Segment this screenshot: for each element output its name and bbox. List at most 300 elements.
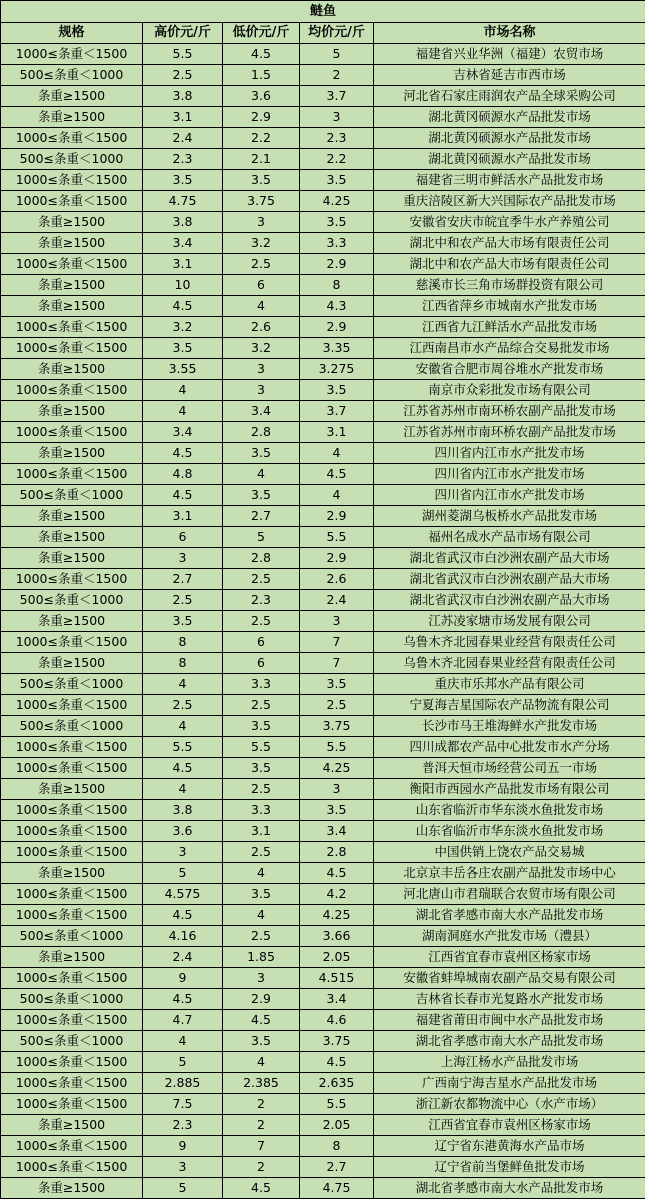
cell-market-name: 湖北省武汉市白沙洲农副产品大市场 [374,590,645,611]
cell-market-name: 南京市众彩批发市场有限公司 [374,380,645,401]
cell-avg-price: 3.4 [300,989,374,1010]
cell-low-price: 3.3 [223,800,300,821]
cell-high-price: 4.7 [143,1010,223,1031]
cell-market-name: 江西省萍乡市城南水产批发市场 [374,296,645,317]
cell-low-price: 6 [223,653,300,674]
cell-high-price: 4.16 [143,926,223,947]
cell-high-price: 3.1 [143,107,223,128]
cell-avg-price: 3.5 [300,800,374,821]
cell-low-price: 2.9 [223,107,300,128]
cell-spec: 条重≥1500 [1,296,143,317]
cell-high-price: 3.4 [143,233,223,254]
cell-avg-price: 3.5 [300,170,374,191]
cell-low-price: 3.6 [223,86,300,107]
cell-low-price: 2.5 [223,779,300,800]
table-row [1,317,645,338]
cell-low-price: 4 [223,1052,300,1073]
cell-high-price: 5.5 [143,44,223,65]
cell-avg-price: 2.635 [300,1073,374,1094]
cell-high-price: 3.8 [143,800,223,821]
cell-spec: 500≤条重＜1000 [1,989,143,1010]
cell-market-name: 湖北省孝感市南大水产品批发市场 [374,905,645,926]
cell-spec: 500≤条重＜1000 [1,1031,143,1052]
cell-low-price: 3.5 [223,884,300,905]
cell-avg-price: 4.2 [300,884,374,905]
table-row [1,674,645,695]
cell-spec: 条重≥1500 [1,443,143,464]
cell-spec: 500≤条重＜1000 [1,65,143,86]
table-row [1,905,645,926]
table-row [1,443,645,464]
cell-spec: 条重≥1500 [1,611,143,632]
cell-market-name: 江西南昌市水产品综合交易批发市场 [374,338,645,359]
cell-spec: 1000≤条重＜1500 [1,170,143,191]
cell-avg-price: 4.515 [300,968,374,989]
cell-high-price: 4.5 [143,905,223,926]
cell-spec: 条重≥1500 [1,527,143,548]
cell-low-price: 4.5 [223,44,300,65]
cell-market-name: 四川省内江市水产批发市场 [374,443,645,464]
cell-market-name: 湖州菱湖乌板桥水产品批发市场 [374,506,645,527]
cell-market-name: 湖北省武汉市白沙洲农副产品大市场 [374,548,645,569]
cell-avg-price: 3.7 [300,401,374,422]
table-row [1,737,645,758]
cell-low-price: 3.2 [223,233,300,254]
cell-low-price: 3 [223,359,300,380]
cell-avg-price: 5.5 [300,1094,374,1115]
cell-market-name: 江西省宜春市袁州区杨家市场 [374,1115,645,1136]
cell-low-price: 2.7 [223,506,300,527]
cell-low-price: 2 [223,1157,300,1178]
cell-avg-price: 3 [300,611,374,632]
cell-spec: 条重≥1500 [1,863,143,884]
cell-spec: 条重≥1500 [1,653,143,674]
header-row [1,23,645,44]
table-row [1,380,645,401]
cell-market-name: 湖北黄冈硕源水产品批发市场 [374,149,645,170]
cell-high-price: 4 [143,779,223,800]
cell-spec: 条重≥1500 [1,212,143,233]
cell-avg-price: 2 [300,65,374,86]
cell-low-price: 3 [223,380,300,401]
table-row [1,653,645,674]
cell-high-price: 9 [143,968,223,989]
cell-high-price: 2.3 [143,1115,223,1136]
table-row [1,926,645,947]
cell-spec: 1000≤条重＜1500 [1,191,143,212]
cell-market-name: 浙江新农都物流中心（水产市场） [374,1094,645,1115]
cell-high-price: 4.5 [143,443,223,464]
cell-low-price: 3.4 [223,401,300,422]
cell-low-price: 2 [223,1094,300,1115]
table-row [1,716,645,737]
table-row [1,611,645,632]
table-row [1,233,645,254]
cell-market-name: 乌鲁木齐北园春果业经营有限责任公司 [374,632,645,653]
header-high-price: 高价元/斤 [143,23,223,44]
table-row [1,1136,645,1157]
table-row [1,989,645,1010]
cell-market-name: 吉林省长春市光复路水产批发市场 [374,989,645,1010]
cell-spec: 1000≤条重＜1500 [1,464,143,485]
cell-spec: 1000≤条重＜1500 [1,1136,143,1157]
cell-spec: 1000≤条重＜1500 [1,800,143,821]
cell-high-price: 3.1 [143,254,223,275]
cell-low-price: 5 [223,527,300,548]
table-row [1,632,645,653]
cell-market-name: 安徽省安庆市皖宜季牛水产养殖公司 [374,212,645,233]
cell-market-name: 湖北黄冈硕源水产品批发市场 [374,107,645,128]
cell-high-price: 5 [143,1052,223,1073]
cell-spec: 500≤条重＜1000 [1,716,143,737]
cell-low-price: 6 [223,632,300,653]
cell-high-price: 4.5 [143,989,223,1010]
cell-high-price: 7.5 [143,1094,223,1115]
cell-low-price: 2.385 [223,1073,300,1094]
cell-high-price: 3.8 [143,212,223,233]
cell-avg-price: 4.3 [300,296,374,317]
cell-avg-price: 3.3 [300,233,374,254]
cell-low-price: 4 [223,863,300,884]
cell-market-name: 乌鲁木齐北园春果业经营有限责任公司 [374,653,645,674]
cell-high-price: 2.5 [143,695,223,716]
cell-high-price: 3 [143,842,223,863]
cell-spec: 1000≤条重＜1500 [1,632,143,653]
cell-low-price: 7 [223,1136,300,1157]
cell-spec: 条重≥1500 [1,86,143,107]
cell-spec: 条重≥1500 [1,359,143,380]
cell-market-name: 辽宁省东港黄海水产品市场 [374,1136,645,1157]
table-row [1,464,645,485]
cell-high-price: 3.5 [143,338,223,359]
cell-low-price: 3.5 [223,170,300,191]
table-row [1,590,645,611]
cell-market-name: 山东省临沂市华东淡水鱼批发市场 [374,800,645,821]
cell-high-price: 2.4 [143,128,223,149]
cell-low-price: 4 [223,905,300,926]
cell-avg-price: 7 [300,632,374,653]
cell-high-price: 3.55 [143,359,223,380]
cell-spec: 1000≤条重＜1500 [1,1010,143,1031]
cell-high-price: 3.4 [143,422,223,443]
cell-high-price: 4 [143,716,223,737]
cell-market-name: 福建省三明市鲜活水产品批发市场 [374,170,645,191]
cell-avg-price: 2.6 [300,569,374,590]
cell-high-price: 4 [143,401,223,422]
table-row [1,275,645,296]
cell-avg-price: 3.1 [300,422,374,443]
cell-high-price: 2.4 [143,947,223,968]
cell-market-name: 慈溪市长三角市场群投资有限公司 [374,275,645,296]
table-row [1,191,645,212]
cell-avg-price: 3 [300,779,374,800]
cell-high-price: 4 [143,1031,223,1052]
cell-low-price: 3 [223,968,300,989]
cell-avg-price: 3.4 [300,821,374,842]
cell-spec: 1000≤条重＜1500 [1,128,143,149]
cell-spec: 1000≤条重＜1500 [1,1052,143,1073]
cell-spec: 1000≤条重＜1500 [1,758,143,779]
cell-high-price: 4.75 [143,191,223,212]
cell-spec: 1000≤条重＜1500 [1,1094,143,1115]
table-row [1,947,645,968]
table-row [1,821,645,842]
cell-avg-price: 2.2 [300,149,374,170]
cell-market-name: 湖北省孝感市南大水产品批发市场 [374,1031,645,1052]
cell-low-price: 4.5 [223,1178,300,1199]
cell-avg-price: 3.66 [300,926,374,947]
title-row [1,1,645,23]
cell-avg-price: 3.5 [300,212,374,233]
table-row [1,800,645,821]
cell-spec: 1000≤条重＜1500 [1,884,143,905]
cell-market-name: 江苏省苏州市南环桥农副产品批发市场 [374,401,645,422]
cell-low-price: 1.5 [223,65,300,86]
cell-high-price: 4.575 [143,884,223,905]
cell-market-name: 湖南洞庭水产批发市场（澧县） [374,926,645,947]
cell-avg-price: 4.25 [300,905,374,926]
cell-spec: 条重≥1500 [1,233,143,254]
cell-market-name: 湖北省武汉市白沙洲农副产品大市场 [374,569,645,590]
cell-market-name: 山东省临沂市华东淡水鱼批发市场 [374,821,645,842]
cell-low-price: 2.6 [223,317,300,338]
cell-low-price: 3.75 [223,191,300,212]
table-row [1,359,645,380]
cell-spec: 1000≤条重＜1500 [1,422,143,443]
cell-market-name: 河北唐山市君瑞联合农贸市场有限公司 [374,884,645,905]
table-row [1,1010,645,1031]
table-row [1,527,645,548]
cell-spec: 1000≤条重＜1500 [1,695,143,716]
table-row [1,506,645,527]
table-row [1,86,645,107]
cell-high-price: 2.3 [143,149,223,170]
cell-market-name: 江苏凌家塘市场发展有限公司 [374,611,645,632]
cell-spec: 1000≤条重＜1500 [1,968,143,989]
cell-low-price: 3.2 [223,338,300,359]
cell-low-price: 3.5 [223,443,300,464]
table-row [1,485,645,506]
cell-market-name: 安徽省合肥市周谷堆水产批发市场 [374,359,645,380]
table-row [1,1031,645,1052]
cell-avg-price: 3.75 [300,1031,374,1052]
cell-low-price: 2.1 [223,149,300,170]
cell-market-name: 宁夏海吉星国际农产品物流有限公司 [374,695,645,716]
cell-high-price: 3.5 [143,170,223,191]
cell-market-name: 湖北黄冈硕源水产品批发市场 [374,128,645,149]
table-row [1,65,645,86]
cell-market-name: 中国供销上饶农产品交易城 [374,842,645,863]
cell-avg-price: 2.9 [300,254,374,275]
cell-avg-price: 4.25 [300,191,374,212]
table-row [1,107,645,128]
cell-low-price: 2.8 [223,422,300,443]
cell-avg-price: 2.4 [300,590,374,611]
cell-market-name: 四川省内江市水产批发市场 [374,485,645,506]
table-row [1,1073,645,1094]
cell-spec: 1000≤条重＜1500 [1,842,143,863]
table-row [1,149,645,170]
cell-avg-price: 3.5 [300,380,374,401]
table-row [1,968,645,989]
cell-avg-price: 4.75 [300,1178,374,1199]
cell-avg-price: 4.5 [300,1052,374,1073]
cell-low-price: 2 [223,1115,300,1136]
header-spec: 规格 [1,23,143,44]
header-low-price: 低价元/斤 [223,23,300,44]
cell-low-price: 3 [223,212,300,233]
cell-spec: 1000≤条重＜1500 [1,569,143,590]
cell-market-name: 四川成都农产品中心批发市水产分场 [374,737,645,758]
cell-avg-price: 4 [300,443,374,464]
cell-high-price: 4.8 [143,464,223,485]
cell-avg-price: 5.5 [300,527,374,548]
table-row [1,254,645,275]
cell-spec: 1000≤条重＜1500 [1,44,143,65]
cell-market-name: 江苏省苏州市南环桥农副产品批发市场 [374,422,645,443]
cell-spec: 条重≥1500 [1,107,143,128]
cell-market-name: 安徽省蚌埠城南农副产品交易有限公司 [374,968,645,989]
cell-high-price: 5.5 [143,737,223,758]
table-row [1,779,645,800]
table-row [1,758,645,779]
cell-spec: 500≤条重＜1000 [1,149,143,170]
cell-market-name: 北京京丰岳各庄农副产品批发市场中心 [374,863,645,884]
cell-low-price: 5.5 [223,737,300,758]
cell-high-price: 4.5 [143,485,223,506]
cell-low-price: 2.3 [223,590,300,611]
cell-spec: 500≤条重＜1000 [1,485,143,506]
cell-market-name: 江西省宜春市袁州区杨家市场 [374,947,645,968]
cell-avg-price: 2.3 [300,128,374,149]
cell-avg-price: 4.5 [300,464,374,485]
cell-spec: 1000≤条重＜1500 [1,821,143,842]
cell-avg-price: 3 [300,107,374,128]
cell-market-name: 上海江杨水产品批发市场 [374,1052,645,1073]
cell-market-name: 福建省兴业华洲（福建）农贸市场 [374,44,645,65]
cell-high-price: 2.7 [143,569,223,590]
cell-avg-price: 2.7 [300,1157,374,1178]
cell-avg-price: 2.8 [300,842,374,863]
cell-spec: 1000≤条重＜1500 [1,905,143,926]
cell-market-name: 湖北省孝感市南大水产品批发市场 [374,1178,645,1199]
cell-low-price: 3.5 [223,758,300,779]
cell-low-price: 2.2 [223,128,300,149]
cell-spec: 条重≥1500 [1,947,143,968]
table-row [1,170,645,191]
cell-low-price: 1.85 [223,947,300,968]
cell-high-price: 4.5 [143,296,223,317]
cell-market-name: 普洱天恒市场经营公司五一市场 [374,758,645,779]
cell-spec: 1000≤条重＜1500 [1,1157,143,1178]
table-row [1,1052,645,1073]
cell-market-name: 衡阳市西园水产品批发市场有限公司 [374,779,645,800]
cell-market-name: 重庆涪陵区新大兴国际农产品批发市场 [374,191,645,212]
table-row [1,422,645,443]
table-row [1,842,645,863]
cell-avg-price: 7 [300,653,374,674]
cell-high-price: 3 [143,548,223,569]
cell-spec: 条重≥1500 [1,275,143,296]
cell-low-price: 2.5 [223,611,300,632]
cell-avg-price: 8 [300,1136,374,1157]
table-row [1,695,645,716]
cell-spec: 1000≤条重＜1500 [1,317,143,338]
cell-market-name: 湖北中和农产品大市场有限责任公司 [374,254,645,275]
cell-low-price: 2.5 [223,254,300,275]
cell-high-price: 3 [143,1157,223,1178]
cell-high-price: 2.885 [143,1073,223,1094]
cell-low-price: 6 [223,275,300,296]
cell-high-price: 5 [143,1178,223,1199]
cell-market-name: 重庆市乐邦水产品有限公司 [374,674,645,695]
cell-spec: 条重≥1500 [1,506,143,527]
table-row [1,338,645,359]
cell-spec: 条重≥1500 [1,548,143,569]
cell-high-price: 4 [143,674,223,695]
cell-high-price: 3.2 [143,317,223,338]
cell-avg-price: 3.7 [300,86,374,107]
table-row [1,128,645,149]
cell-avg-price: 3.35 [300,338,374,359]
cell-spec: 条重≥1500 [1,1115,143,1136]
cell-low-price: 3.5 [223,485,300,506]
cell-market-name: 吉林省延吉市西市场 [374,65,645,86]
table-row [1,1178,645,1199]
cell-spec: 500≤条重＜1000 [1,590,143,611]
table-row [1,863,645,884]
cell-market-name: 长沙市马王堆海鲜水产批发市场 [374,716,645,737]
cell-avg-price: 3.275 [300,359,374,380]
cell-avg-price: 2.9 [300,506,374,527]
cell-avg-price: 2.05 [300,1115,374,1136]
cell-high-price: 5 [143,863,223,884]
table-row [1,884,645,905]
cell-high-price: 3.6 [143,821,223,842]
cell-market-name: 福建省莆田市闽中水产品批发市场 [374,1010,645,1031]
cell-low-price: 3.5 [223,1031,300,1052]
table-row [1,296,645,317]
cell-avg-price: 3.75 [300,716,374,737]
cell-low-price: 2.5 [223,842,300,863]
cell-spec: 1000≤条重＜1500 [1,380,143,401]
header-market-name: 市场名称 [374,23,645,44]
cell-market-name: 四川省内江市水产批发市场 [374,464,645,485]
cell-low-price: 2.5 [223,569,300,590]
table-row [1,401,645,422]
cell-market-name: 湖北中和农产品大市场有限责任公司 [374,233,645,254]
cell-low-price: 2.9 [223,989,300,1010]
table-row [1,548,645,569]
cell-spec: 1000≤条重＜1500 [1,254,143,275]
cell-spec: 500≤条重＜1000 [1,926,143,947]
cell-high-price: 3.5 [143,611,223,632]
table-row [1,1094,645,1115]
cell-market-name: 河北省石家庄雨润农产品全球采购公司 [374,86,645,107]
cell-high-price: 9 [143,1136,223,1157]
cell-spec: 1000≤条重＜1500 [1,737,143,758]
cell-low-price: 2.8 [223,548,300,569]
cell-avg-price: 4 [300,485,374,506]
cell-high-price: 2.5 [143,65,223,86]
cell-spec: 1000≤条重＜1500 [1,338,143,359]
cell-low-price: 2.5 [223,695,300,716]
cell-avg-price: 8 [300,275,374,296]
table-row [1,1115,645,1136]
cell-spec: 条重≥1500 [1,779,143,800]
cell-avg-price: 2.05 [300,947,374,968]
cell-spec: 1000≤条重＜1500 [1,1073,143,1094]
